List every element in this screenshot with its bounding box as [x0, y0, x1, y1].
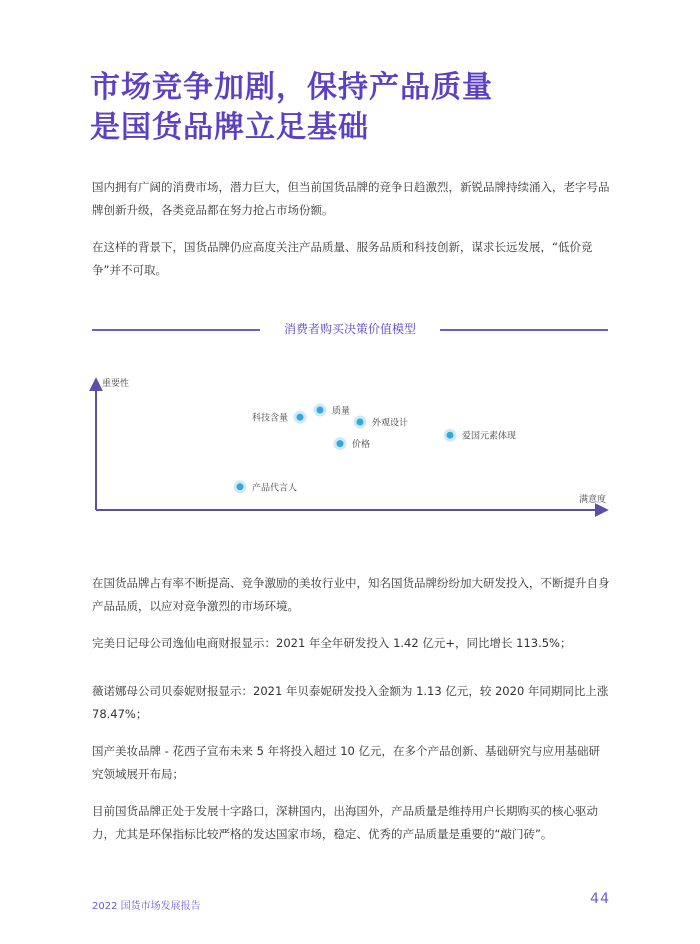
point-label-0: 质量: [332, 406, 351, 417]
point-2: [357, 419, 364, 426]
point-5: [237, 483, 244, 490]
point-label-3: 爱国元素体现: [462, 431, 517, 442]
footer-report-title: 2022 国货市场发展报告: [92, 901, 201, 912]
point-label-4: 价格: [352, 440, 371, 451]
point-label-5: 产品代言人: [252, 483, 298, 494]
y-axis-label: 重要性: [102, 379, 130, 389]
intro-paragraph-2: 在这样的背景下，国货品牌仍应高度关注产品质量、服务品质和科技创新，谋求长远发展，“低价竞争”并不可取。: [92, 240, 593, 277]
body-paragraph-3: 薇诺娜母公司贝泰妮财报显示：2021 年贝泰妮研发投入金额为 1.13 亿元，较 2020 年同期同比上涨 78.47%；: [92, 684, 609, 721]
body-paragraph-2: 完美日记母公司逸仙电商财报显示：2021 年全年研发投入 1.42 亿元+，同比增长 113.5%；: [92, 636, 572, 650]
page-title-line-1: 市场竞争加剧，保持产品质量: [90, 70, 493, 105]
page-title-line-2: 是国货品牌立足基础: [90, 110, 369, 145]
x-axis-label: 满意度: [578, 495, 606, 505]
point-3: [447, 432, 454, 439]
page-number: 44: [590, 891, 610, 907]
body-paragraph-5: 目前国货品牌正处于发展十字路口，深耕国内，出海国外，产品质量是维持用户长期购买的核心驱动力，尤其是环保指标比较严格的发达国家市场，稳定、优秀的产品质量是重要的“敲门砖”。: [92, 804, 598, 841]
intro-paragraph-1: 国内拥有广阔的消费市场，潜力巨大，但当前国货品牌的竞争日趋激烈，新锐品牌持续涌入，老字号品牌创新升级，各类竞品都在努力抢占市场份额。: [92, 180, 610, 217]
point-4: [337, 440, 344, 447]
body-paragraph-1: 在国货品牌占有率不断提高、竞争激励的美妆行业中，知名国货品牌纷纷加大研发投入，不断提升自身产品品质，以应对竞争激烈的市场环境。: [92, 576, 610, 613]
point-1: [297, 414, 304, 421]
point-label-2: 外观设计: [372, 418, 409, 429]
body-paragraph-4: 国产美妆品牌 - 花西子宣布未来 5 年将投入超过 10 亿元，在多个产品创新、基础研究与应用基础研究领域展开布局；: [92, 744, 601, 781]
point-label-1: 科技含量: [251, 413, 288, 424]
chart-title: 消费者购买决策价值模型: [283, 322, 416, 336]
point-0: [317, 407, 324, 414]
